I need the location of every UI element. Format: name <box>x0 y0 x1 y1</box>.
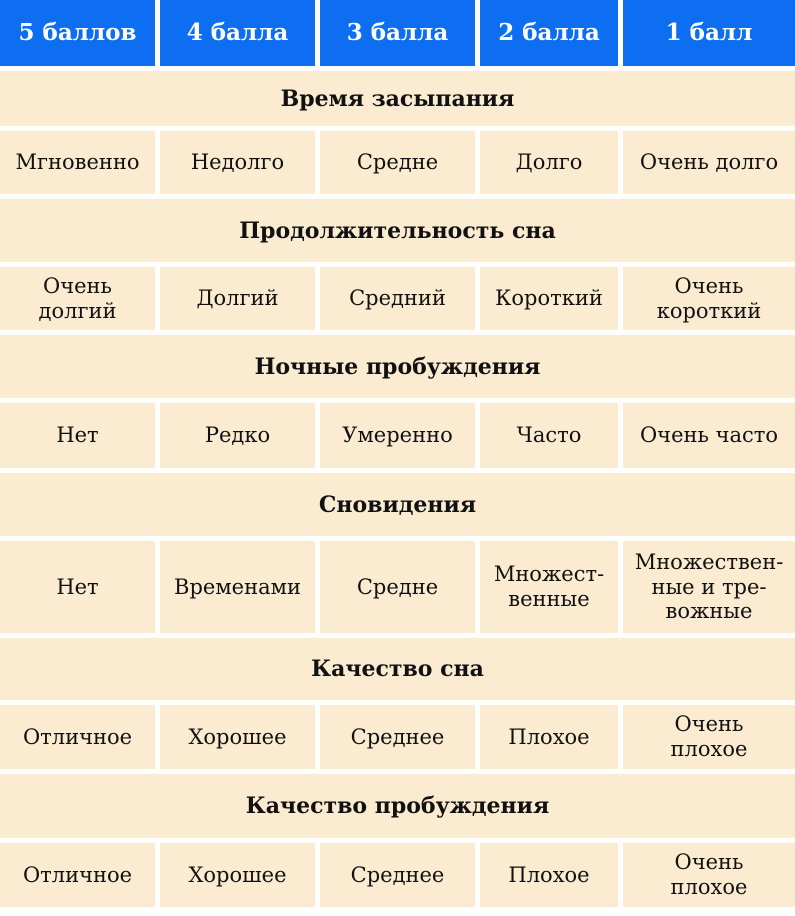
table-cell: Множествен- ные и тре- вожные <box>623 541 795 633</box>
table-cell: Долгий <box>160 267 315 330</box>
table-cell: Плохое <box>480 705 618 769</box>
table-cell: Нет <box>0 541 155 633</box>
table-cell: Среднее <box>320 843 475 907</box>
section-title-night-awakenings: Ночные пробуждения <box>0 335 795 398</box>
section-title-sleep-quality: Качество сна <box>0 638 795 700</box>
section-title-falling-asleep: Время засыпания <box>0 71 795 126</box>
table-cell: Среднее <box>320 705 475 769</box>
table-cell: Плохое <box>480 843 618 907</box>
table-cell: Очень плохое <box>623 843 795 907</box>
table-cell: Редко <box>160 403 315 468</box>
section-title-dreams: Сновидения <box>0 473 795 536</box>
table-cell: Средне <box>320 541 475 633</box>
section-title-sleep-duration: Продолжительность сна <box>0 199 795 262</box>
table-cell: Очень короткий <box>623 267 795 330</box>
header-1-point: 1 балл <box>623 0 795 66</box>
table-cell: Умеренно <box>320 403 475 468</box>
header-5-points: 5 баллов <box>0 0 155 66</box>
header-3-points: 3 балла <box>320 0 475 66</box>
table-cell: Очень долго <box>623 131 795 194</box>
table-cell: Средний <box>320 267 475 330</box>
table-cell: Часто <box>480 403 618 468</box>
table-cell: Нет <box>0 403 155 468</box>
table-cell: Средне <box>320 131 475 194</box>
header-2-points: 2 балла <box>480 0 618 66</box>
table-cell: Хорошее <box>160 705 315 769</box>
table-cell: Множест- венные <box>480 541 618 633</box>
table-cell: Хорошее <box>160 843 315 907</box>
table-cell: Недолго <box>160 131 315 194</box>
table-cell: Отличное <box>0 705 155 769</box>
table-cell: Временами <box>160 541 315 633</box>
table-cell: Долго <box>480 131 618 194</box>
table-cell: Очень долгий <box>0 267 155 330</box>
table-cell: Мгновенно <box>0 131 155 194</box>
table-cell: Отличное <box>0 843 155 907</box>
header-4-points: 4 балла <box>160 0 315 66</box>
table-cell: Очень часто <box>623 403 795 468</box>
table-cell: Очень плохое <box>623 705 795 769</box>
table-cell: Короткий <box>480 267 618 330</box>
section-title-awakening-quality: Качество пробуждения <box>0 774 795 838</box>
